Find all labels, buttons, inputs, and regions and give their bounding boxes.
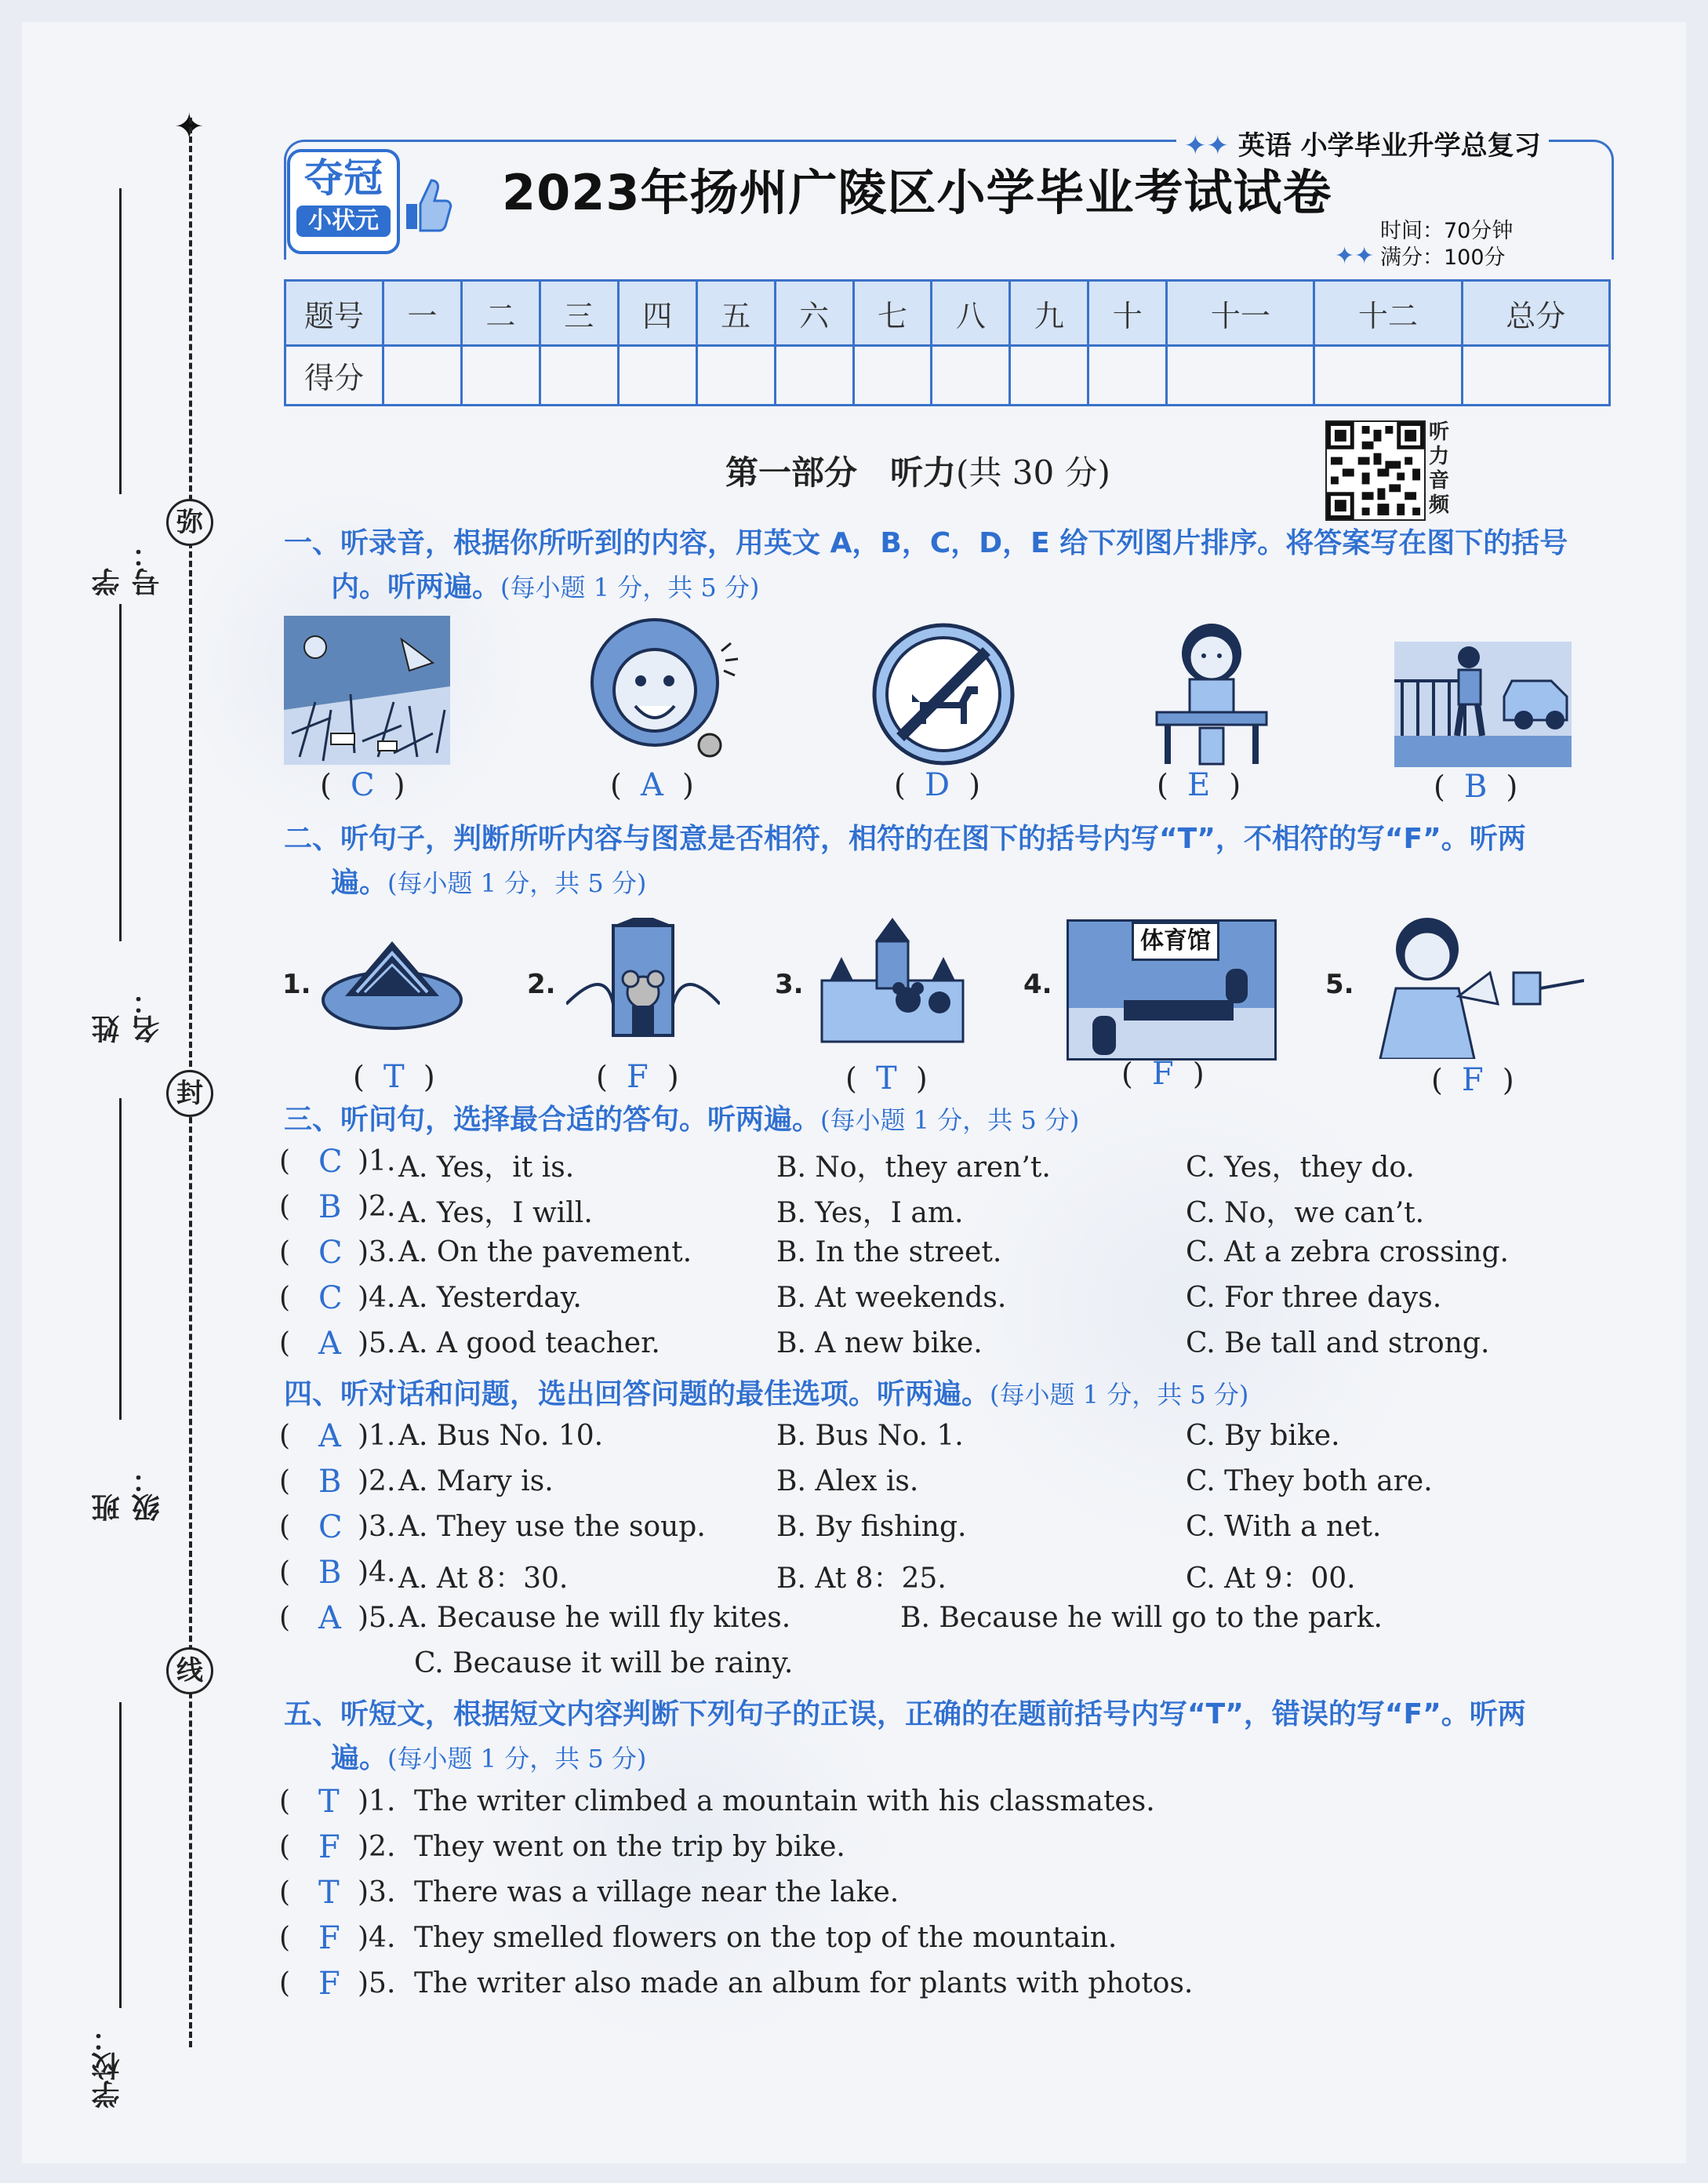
s4-answer: A [318,1418,341,1454]
student-name-field[interactable] [88,604,164,1043]
seal-char-xian: 线 [166,1647,213,1694]
s5-answer: F [318,1829,340,1865]
part-title-text: 第一部分 听力 [725,453,957,492]
s3-option-b: B. Yes，I am. [776,1197,964,1229]
score-col: 二 [461,281,540,346]
s3-option-c: C. For three days. [1186,1282,1442,1314]
section-1-heading-cont [284,566,1617,609]
section-5-note: (每小题 1 分，共 5 分) [387,1744,647,1774]
qr-code-icon[interactable] [1325,420,1426,521]
score-cell[interactable] [853,346,932,406]
s1-answer-4: ( E ) [1157,767,1241,803]
score-col: 七 [853,281,932,346]
s5-statement-text: They smelled flowers on the top of the mountain. [414,1922,1117,1954]
s3-option-b: B. A new bike. [776,1327,983,1359]
no-dogs-sign-image [869,620,1018,769]
s4-option-a: A. Mary is. [398,1465,554,1497]
gym-table-tennis-image [1067,919,1277,1061]
s1-answer-value: C [350,767,375,803]
s3-answer: C [318,1144,343,1180]
star-ornament-icon: ✦ [174,105,205,147]
section-3-note: (每小题 1 分，共 5 分) [820,1105,1080,1135]
section-5-heading-end: 遍。 [331,1742,388,1774]
s3-number: )5. [358,1327,396,1359]
score-table [284,279,1611,406]
s3-option-b: B. At weekends. [776,1282,1007,1314]
s3-bracket: ( [279,1282,291,1314]
s2-label-4: 4. [1023,969,1052,1000]
score-cell[interactable] [540,346,618,406]
section-1-heading-end: 内。听两遍。 [331,571,501,603]
s2-label-1: 1. [282,969,311,1000]
section-1-heading: 一、听录音，根据你所听到的内容，用英文 A，B，C，D，E 给下列图片排序。将答案写在图下的括号 [284,527,1568,559]
cake-plate-image [322,930,463,1031]
s5-number: )2. [358,1831,396,1863]
section-5-heading-cont [284,1737,1617,1781]
subject-text: 英语 小学毕业升学总复习 [1237,130,1541,162]
section-5-heading: 五、听短文，根据短文内容判断下列句子的正误，正确的在题前括号内写“T”，错误的写“F”。听两 [284,1698,1526,1730]
student-id-field[interactable] [88,188,164,596]
s3-number: )2. [358,1191,396,1223]
s4-option-b: B. By fishing. [776,1511,967,1543]
s2-answer-5: ( F ) [1431,1062,1514,1098]
s4-option-a: A. Bus No. 10. [398,1420,604,1452]
score-table-row-head: 题号 [285,281,383,346]
s3-bracket: ( [279,1145,291,1177]
s2-answer-value: F [1151,1056,1174,1092]
s5-bracket: ( [279,1967,291,1999]
s1-answer-value: B [1463,769,1488,805]
disneyland-castle-image [814,918,971,1043]
qr-label: 听力音频 [1429,420,1450,517]
s2-answer-4: ( F ) [1121,1056,1205,1092]
s2-answer-value: F [626,1059,649,1095]
gym-sign: 体育馆 [1132,922,1219,961]
s1-answer-value: A [640,767,663,803]
score-col: 九 [1010,281,1088,346]
s3-answer: C [318,1235,343,1271]
s4-bracket: ( [279,1465,291,1497]
s5-answer: F [318,1966,340,2002]
s5-statement-text: They went on the trip by bike. [414,1831,845,1863]
s4-option-b: B. Bus No. 1. [776,1420,964,1452]
score-col: 一 [383,281,462,346]
s4-option-b: B. At 8：25. [776,1563,947,1595]
score-col: 十二 [1314,281,1462,346]
score-cell[interactable] [1010,346,1088,406]
logo-bottom-text: 小状元 [296,206,391,237]
score-col: 总分 [1462,281,1609,346]
score-cell[interactable] [1462,346,1609,406]
student-name-label: 姓名： [92,987,164,1043]
boy-on-pavement-image [1394,642,1572,767]
s4-option-c: C. Because it will be rainy. [414,1647,794,1679]
section-5-title [284,1693,1617,1781]
s2-label-2: 2. [527,969,556,1000]
s4-option-c: C. At 9：00. [1186,1563,1356,1595]
section-2-heading-end: 遍。 [331,867,388,899]
score-table-header-row [285,281,1610,346]
score-col: 四 [618,281,696,346]
girl-reading-image [1149,618,1274,767]
s4-bracket: ( [279,1420,291,1452]
s4-answer: C [318,1509,343,1545]
s2-answer-3: ( T ) [845,1061,928,1097]
s3-option-c: C. At a zebra crossing. [1186,1236,1509,1268]
s3-bracket: ( [279,1191,291,1223]
score-table-row-head: 得分 [285,346,383,406]
s5-bracket: ( [279,1831,291,1863]
class-field[interactable] [88,1098,164,1522]
s2-label-5: 5. [1325,969,1354,1000]
s4-number: )1. [358,1420,396,1452]
section-1-title [284,522,1617,609]
s4-answer: B [318,1555,342,1591]
s5-number: )4. [358,1922,396,1954]
class-line [119,1098,122,1420]
s5-bracket: ( [279,1785,291,1817]
s5-answer: T [318,1875,340,1911]
s5-statement-text: The writer climbed a mountain with his classmates. [414,1785,1155,1817]
s5-number: )1. [358,1785,396,1817]
s3-bracket: ( [279,1327,291,1359]
s4-option-c: C. With a net. [1186,1511,1382,1543]
s5-number: )3. [358,1876,396,1908]
s4-option-a: A. They use the soup. [398,1511,706,1543]
score-col: 五 [696,281,775,346]
s3-option-c: C. No，we can’t. [1186,1197,1425,1229]
s4-bracket: ( [279,1556,291,1588]
score-col: 六 [775,281,853,346]
section-3-heading: 三、听问句，选择最合适的答句。听两遍。 [284,1104,821,1136]
score-cell[interactable] [461,346,540,406]
exam-time-info [1335,218,1514,271]
section-3-title [284,1098,1617,1142]
section-4-note: (每小题 1 分，共 5 分) [990,1380,1249,1410]
s2-answer-value: T [383,1059,405,1095]
exam-title: 2023年扬州广陵区小学毕业考试试卷 [502,164,1332,221]
s3-bracket: ( [279,1236,291,1268]
s4-number: )3. [358,1511,396,1543]
s4-option-a: A. At 8：30. [398,1563,569,1595]
score-cell[interactable] [932,346,1010,406]
student-id-line [119,188,122,494]
score-table-score-row [285,346,1610,406]
s3-option-b: B. No，they aren’t. [776,1152,1051,1184]
score-cell[interactable] [1314,346,1462,406]
logo-top-text: 夺冠 [304,155,383,201]
s3-answer: A [318,1326,341,1362]
s3-option-a: A. Yes，I will. [398,1197,593,1229]
s1-answer-3: ( D ) [894,767,981,803]
score-col: 十 [1088,281,1167,346]
score-cell[interactable] [618,346,696,406]
s3-option-a: A. Yesterday. [398,1282,582,1314]
s2-answer-2: ( F ) [596,1059,679,1095]
s5-bracket: ( [279,1922,291,1954]
s1-answer-5: ( B ) [1434,769,1518,805]
part-points: (共 30 分) [956,453,1110,492]
score-cell[interactable] [383,346,462,406]
s4-option-b: B. Alex is. [776,1465,919,1497]
score-col: 三 [540,281,618,346]
boy-refusing-food-image [1365,910,1584,1059]
player-figure [1092,1016,1116,1055]
s1-answer-value: D [924,767,950,803]
section-4-heading: 四、听对话和问题，选出回答问题的最佳选项。听两遍。 [284,1378,990,1410]
score-cell[interactable] [775,346,853,406]
s4-option-a: A. Because he will fly kites. [398,1602,791,1634]
tower-bridge-mouse-image [566,918,720,1043]
s4-number: )2. [358,1465,396,1497]
ping-pong-table [1124,1000,1234,1021]
s2-answer-1: ( T ) [353,1059,435,1095]
s5-answer: T [318,1784,340,1820]
s2-answer-value: F [1461,1062,1484,1098]
s3-option-a: A. Yes，it is. [398,1152,575,1184]
s3-option-a: A. A good teacher. [398,1327,660,1359]
s5-statement-text: The writer also made an album for plants with photos. [414,1967,1194,1999]
s3-answer: C [318,1280,343,1316]
s5-bracket: ( [279,1876,291,1908]
section-4-title [284,1373,1617,1417]
s4-number: )4. [358,1556,396,1588]
s5-statement-text: There was a village near the lake. [414,1876,899,1908]
thumbs-up-icon [398,173,453,235]
score-cell[interactable] [1088,346,1167,406]
school-field[interactable] [88,1702,151,2110]
student-name-line [119,604,122,941]
section-2-heading-cont [284,861,1617,905]
s4-bracket: ( [279,1602,291,1634]
s4-answer: B [318,1464,342,1500]
s3-option-b: B. In the street. [776,1236,1002,1268]
s1-answer-2: ( A ) [610,767,694,803]
sparkle-icon: ✦✦ [1184,130,1238,162]
s4-answer: A [318,1600,341,1636]
student-id-label: 学号： [92,540,164,596]
section-1-note: (每小题 1 分，共 5 分) [500,573,760,602]
s5-number: )5. [358,1967,396,1999]
s4-option-b: B. Because he will go to the park. [900,1602,1383,1634]
s4-bracket: ( [279,1511,291,1543]
score-cell[interactable] [696,346,775,406]
school-label: 学校： [92,2024,124,2108]
exam-duration: 时间：70分钟 [1380,219,1514,243]
part-title [725,447,1110,494]
s4-number: )5. [358,1602,396,1634]
s1-answer-value: E [1187,767,1211,803]
s3-number: )3. [358,1236,396,1268]
score-cell[interactable] [1167,346,1314,406]
s2-label-3: 3. [775,969,804,1000]
section-2-title [284,817,1617,905]
litter-scene-image [284,616,450,765]
s5-answer: F [318,1920,340,1956]
score-col: 十一 [1167,281,1314,346]
s3-option-c: C. Be tall and strong. [1186,1327,1490,1359]
seal-char-mi: 弥 [166,499,213,546]
s3-answer: B [318,1189,342,1225]
s3-option-a: A. On the pavement. [398,1236,692,1268]
s4-option-c: C. They both are. [1186,1465,1433,1497]
s2-answer-value: T [875,1061,897,1097]
lion-image [576,612,749,769]
player-figure [1226,969,1248,1003]
s3-number: )1. [358,1145,396,1177]
section-2-note: (每小题 1 分，共 5 分) [387,868,647,898]
s4-option-c: C. By bike. [1186,1420,1340,1452]
exam-full-score: 满分：100分 [1380,246,1506,270]
section-2-heading: 二、听句子，判断所听内容与图意是否相符，相符的在图下的括号内写“T”，不相符的写“F”。听两 [284,823,1526,855]
school-line [119,1702,122,2008]
s1-answer-1: ( C ) [320,767,405,803]
score-col: 八 [932,281,1010,346]
class-label: 班级： [92,1465,164,1522]
s3-option-c: C. Yes，they do. [1186,1152,1415,1184]
brand-logo [287,149,400,254]
s3-number: )4. [358,1282,396,1314]
sparkle-icon: ✦✦ [1335,242,1375,270]
seal-char-feng: 封 [166,1070,213,1117]
